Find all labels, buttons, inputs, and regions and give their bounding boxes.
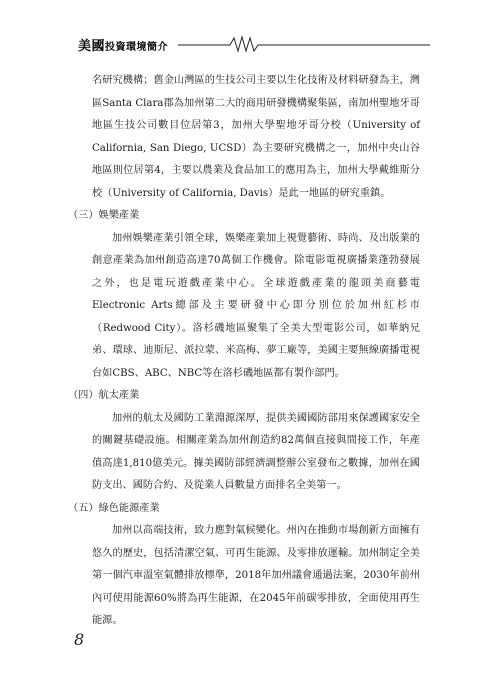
section-heading: （四）航太產業 [68, 390, 140, 401]
page-content [68, 70, 420, 633]
page-number: 8 [74, 630, 85, 649]
header-title-sub: 投資環境簡介 [105, 42, 169, 53]
header-title [78, 35, 168, 54]
section-entertainment [68, 205, 420, 385]
running-header [78, 34, 430, 54]
section-aerospace [68, 385, 420, 498]
section-body: 加州的航太及國防工業淵源深厚，提供美國國防部用來保護國家安全的關鍵基礎設施。相關產業為加州創造約82萬個直接與間接工作，年產值高達1,810億美元。據美國防部經濟調整辦公室發布之數據，加州在國防支出、國防合約、及從業人員數量方面排名全美第一。 [92, 412, 420, 491]
intro-paragraph: 名研究機構；舊金山灣區的生技公司主要以生化技術及材料研發為主，灣區Santa Clara郡為加州第二大的商用研發機構聚集區，南加州聖地牙哥地區生技公司數目位居第3，加州大學聖地牙哥分校（University of California, San Diego, UCSD）為主要研究機構之一，加州中央山谷地區則位居第4，主要以農業及食品加工的應用為主，加州大學戴維斯分校（University of California, Davis）是此一地區的研究重鎮。 [92, 75, 420, 199]
section-green-energy [68, 498, 420, 633]
section-body: 加州以高端技術，致力應對氣候變化。州內在推動市場創新方面擁有悠久的歷史，包括清潔空氣、可再生能源、及零排放運輸。加州制定全美第一個汽車溫室氣體排放標準，2018年加州議會通過法案，2030年前州內可使用能源60%將為再生能源，在2045年前碳零排放，全面使用再生能源。 [92, 525, 420, 626]
section-body: 加州娛樂產業引領全球，娛樂產業加上視覺藝術、時尚、及出版業的創意產業為加州創造高達70萬個工作機會。除電影電視廣播業蓬勃發展之外，也是電玩遊戲產業中心。全球遊戲產業的龍頭美商藝電Electronic Arts總部及主要研發中心即分別位於加州紅杉市（Redwood City）。洛杉磯地區聚集了全美大型電影公司，如華納兄弟、環球、迪斯尼、派拉蒙、米高梅、夢工廠等，美國主要無線廣播電視台如CBS、ABC、NBC等在洛杉磯地區都有製作部門。 [92, 232, 420, 379]
section-heading: （五）綠色能源產業 [68, 502, 160, 514]
header-title-main: 美國 [78, 39, 106, 54]
section-heading: （三）娛樂產業 [68, 210, 140, 221]
